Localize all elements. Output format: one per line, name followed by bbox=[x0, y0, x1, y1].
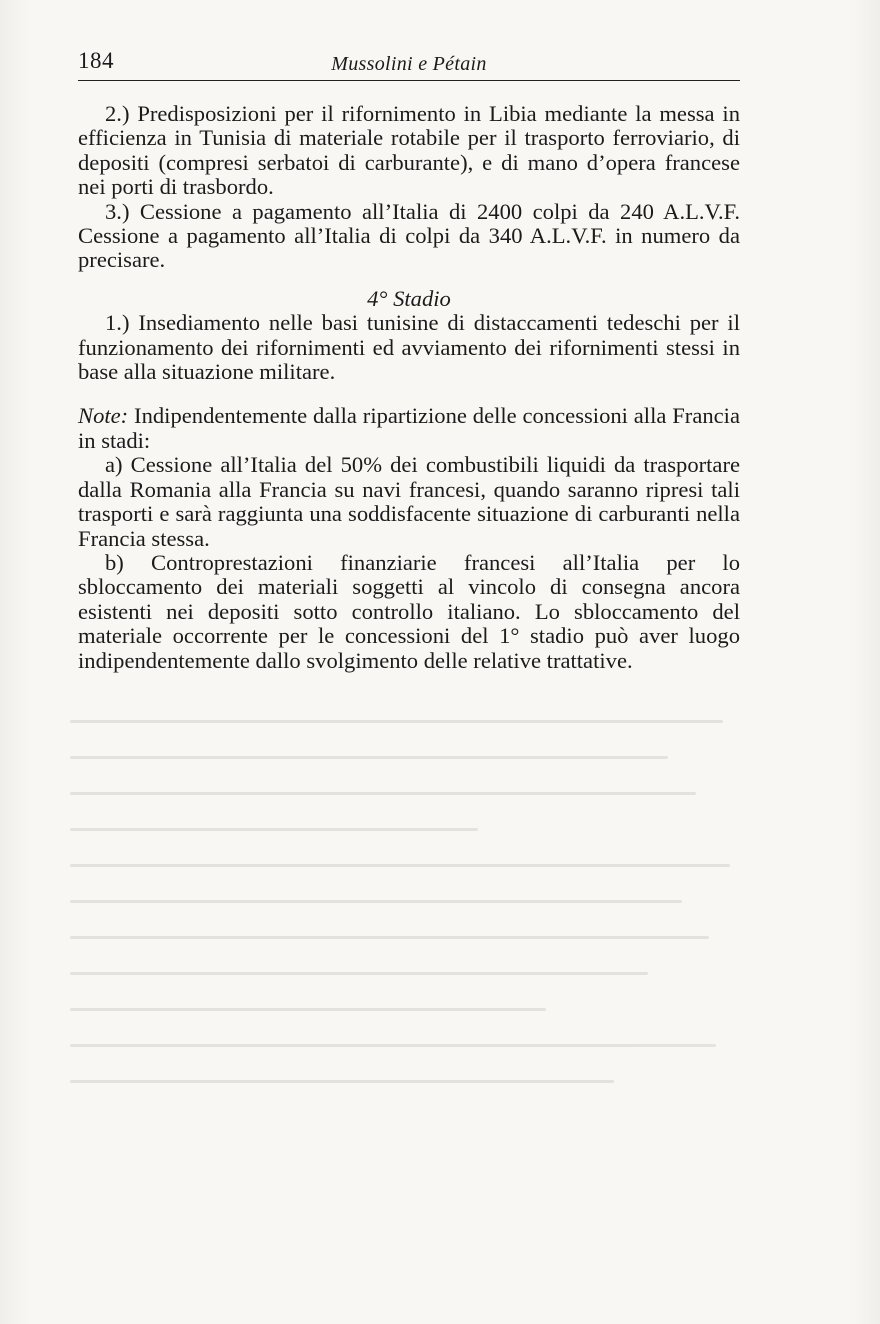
page-number: 184 bbox=[78, 48, 114, 73]
running-title: Mussolini e Pétain bbox=[331, 53, 487, 75]
page-body bbox=[78, 102, 740, 673]
note-item-b: b) Controprestazioni finanziarie francesi all’Italia per lo sbloccamento dei materiali soggetti al vincolo di consegna ancora esistenti nei depositi sotto controllo italiano. Lo sbloccamento del materiale occorrente per le concessioni del 1° stadio può aver luogo indipendentemente dallo svolgimento delle relative trattative. bbox=[78, 549, 740, 673]
section-heading: 4° Stadio bbox=[367, 285, 451, 311]
note-item-a: a) Cessione all’Italia del 50% dei combustibili liquidi da trasportare dalla Romania alla Francia su navi francesi, quando saranno ripresi tali trasporti e sarà raggiunta una soddisfacente situazione di carburanti nella Francia stessa. bbox=[78, 452, 740, 551]
stage4-item-1: 1.) Insediamento nelle basi tunisine di distaccamenti tedeschi per il funzionamento dei rifornimenti ed avviamento dei rifornimenti stessi in base alla situazione militare. bbox=[78, 310, 740, 385]
note-text: Indipendentemente dalla ripartizione delle concessioni alla Francia in stadi: bbox=[78, 403, 740, 453]
note-paragraph bbox=[78, 404, 740, 453]
note-label: Note: bbox=[78, 403, 129, 429]
list-item-2: 2.) Predisposizioni per il rifornimento in Libia mediante la messa in efficienza in Tunisia di materiale rotabile per il trasporto ferroviario, di depositi (compresi serbatoi di carburante), e di mano d’opera francese nei porti di trasbordo. bbox=[78, 101, 740, 200]
page-header bbox=[78, 44, 740, 81]
list-item-3: 3.) Cessione a pagamento all’Italia di 2400 colpi da 240 A.L.V.F. Cessione a pagamento all’Italia di colpi da 340 A.L.V.F. in numero da precisare. bbox=[78, 198, 740, 273]
bleed-through-text bbox=[70, 720, 750, 1100]
